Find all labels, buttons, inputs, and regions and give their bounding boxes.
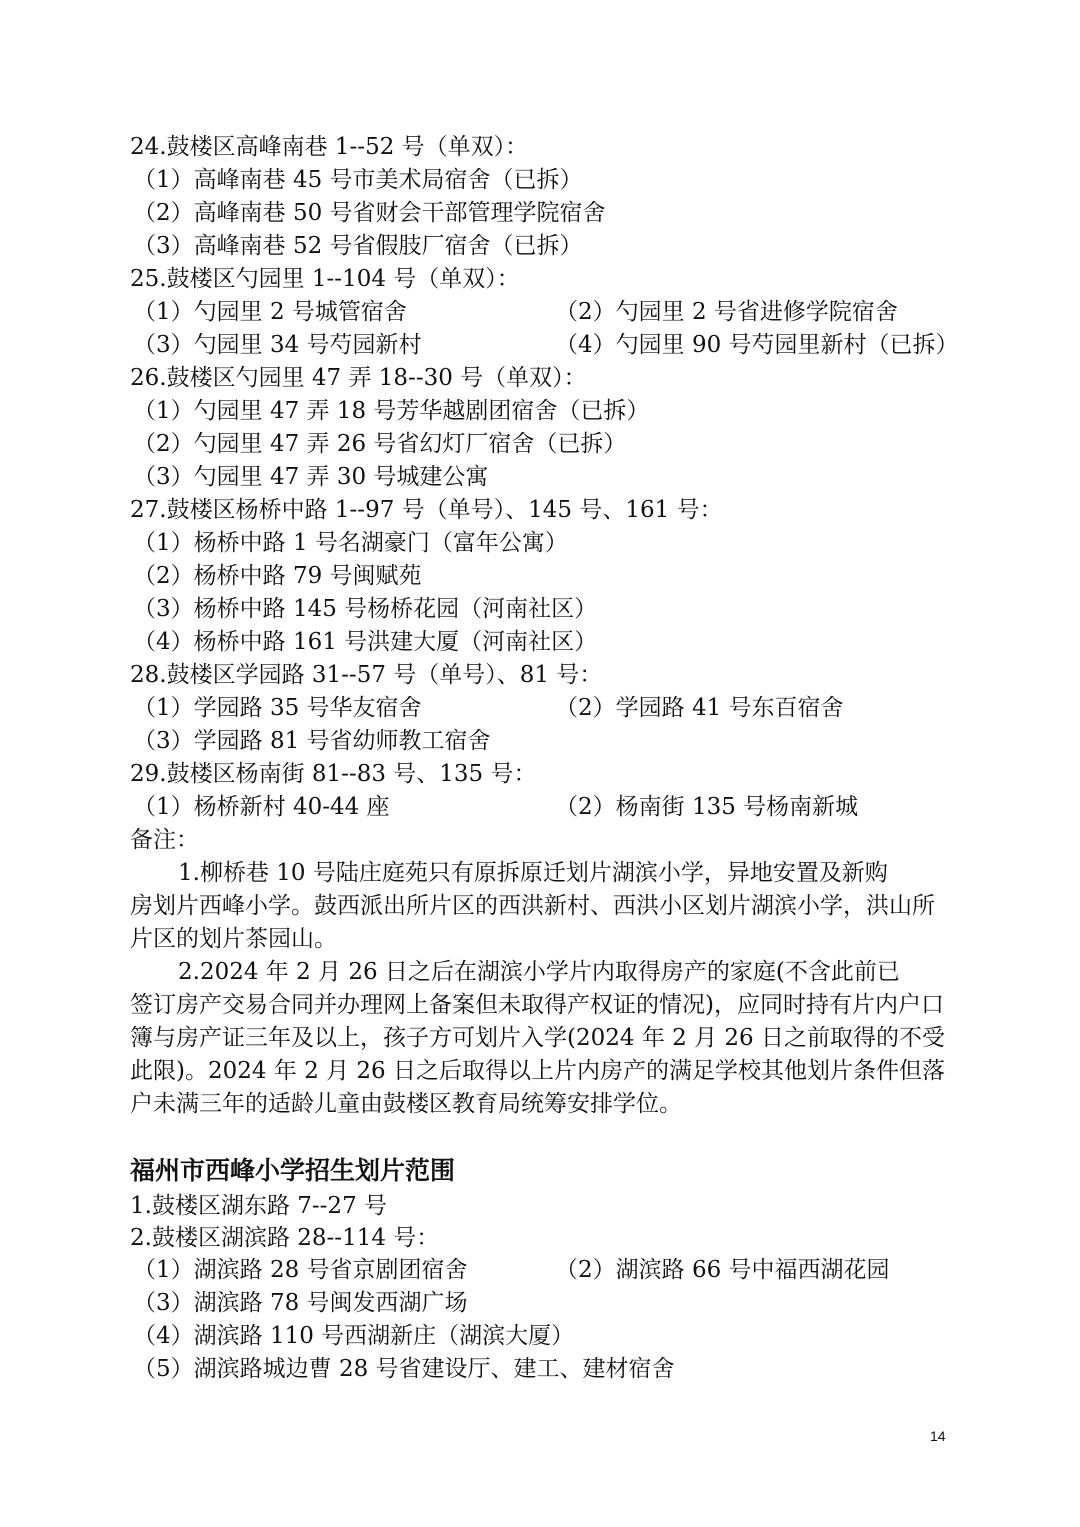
list-row	[133, 791, 950, 824]
list-item: （2）杨桥中路 79 号闽赋苑	[133, 563, 422, 589]
note-first-line: 2.2024 年 2 月 26 日之后在湖滨小学片内取得房产的家庭(不含此前已	[178, 959, 900, 985]
list-item: （4）湖滨路 110 号西湖新庄（湖滨大厦）	[133, 1323, 575, 1349]
note-paragraph-2	[130, 956, 952, 1121]
list-item: （5）湖滨路城边曹 28 号省建设厅、建工、建材宿舍	[133, 1356, 675, 1382]
note-paragraph-1	[130, 857, 952, 956]
item-heading-25: 25.鼓楼区勺园里 1--104 号（单双）：	[130, 266, 520, 292]
notes-label: 备注：	[130, 827, 199, 853]
list-item: （1）高峰南巷 45 号市美术局宿舍（已拆）	[133, 167, 583, 193]
list-row	[133, 296, 950, 329]
list-item: （1）学园路 35 号华友宿舍	[133, 695, 422, 721]
list-item: （2）湖滨路 66 号中福西湖花园	[555, 1257, 890, 1283]
list-item: （2）高峰南巷 50 号省财会干部管理学院宿舍	[133, 200, 606, 226]
list-item: （1）勺园里 2 号城管宿舍	[133, 299, 407, 325]
list-item: （2）勺园里 2 号省进修学院宿舍	[555, 299, 898, 325]
list-row	[133, 1254, 950, 1287]
page-number: 14	[930, 1428, 946, 1444]
list-item: （3）勺园里 34 号芍园新村	[133, 332, 422, 358]
list-item: （1）杨桥新村 40-44 座	[133, 794, 390, 820]
list-item: （1）勺园里 47 弄 18 号芳华越剧团宿舍（已拆）	[133, 398, 650, 424]
list-item: （3）湖滨路 78 号闽发西湖广场	[133, 1290, 468, 1316]
list-item: （3）学园路 81 号省幼师教工宿舍	[133, 728, 491, 754]
list-item: （1）杨桥中路 1 号名湖豪门（富年公寓）	[133, 530, 568, 556]
list-row	[133, 692, 950, 725]
item-heading-26: 26.鼓楼区勺园里 47 弄 18--30 号（单双）：	[130, 365, 587, 391]
list-item: （1）湖滨路 28 号省京剧团宿舍	[133, 1257, 468, 1283]
section-item: 1.鼓楼区湖东路 7--27 号	[130, 1193, 388, 1219]
item-heading-24: 24.鼓楼区高峰南巷 1--52 号（单双）：	[130, 134, 529, 160]
note-first-line: 1.柳桥巷 10 号陆庄庭苑只有原拆原迁划片湖滨小学，异地安置及新购	[178, 860, 888, 886]
list-row	[133, 329, 959, 362]
section-item: 2.鼓楼区湖滨路 28--114 号：	[130, 1225, 440, 1251]
note-rest: 房划片西峰小学。鼓西派出所片区的西洪新村、西洪小区划片湖滨小学，洪山所片区的划片茶园山。	[130, 893, 935, 952]
list-item: （2）勺园里 47 弄 26 号省幻灯厂宿舍（已拆）	[133, 431, 627, 457]
item-heading-29: 29.鼓楼区杨南街 81--83 号、135 号：	[130, 761, 537, 787]
list-item: （2）学园路 41 号东百宿舍	[555, 695, 844, 721]
list-item: （3）高峰南巷 52 号省假肢厂宿舍（已拆）	[133, 233, 583, 259]
list-item: （2）杨南街 135 号杨南新城	[555, 794, 859, 820]
item-heading-27: 27.鼓楼区杨桥中路 1--97 号（单号）、145 号、161 号：	[130, 497, 723, 523]
item-heading-28: 28.鼓楼区学园路 31--57 号（单号）、81 号：	[130, 662, 603, 688]
note-rest: 签订房产交易合同并办理网上备案但未取得产权证的情况)，应同时持有片内户口簿与房产证三年及以上，孩子方可划片入学(2024 年 2 月 26 日之前取得的不受此限)。2024 年 2 月 26 日之后取得以上片内房产的满足学校其他划片条件但落户未满三年的适龄儿童由鼓楼区教育局统筹安排学位。	[130, 992, 945, 1117]
section-title: 福州市西峰小学招生划片范围	[130, 1156, 456, 1185]
list-item: （3）杨桥中路 145 号杨桥花园（河南社区）	[133, 596, 598, 622]
list-item: （4）杨桥中路 161 号洪建大厦（河南社区）	[133, 629, 598, 655]
list-item: （3）勺园里 47 弄 30 号城建公寓	[133, 464, 489, 490]
list-item: （4）勺园里 90 号芍园里新村（已拆）	[555, 332, 959, 358]
